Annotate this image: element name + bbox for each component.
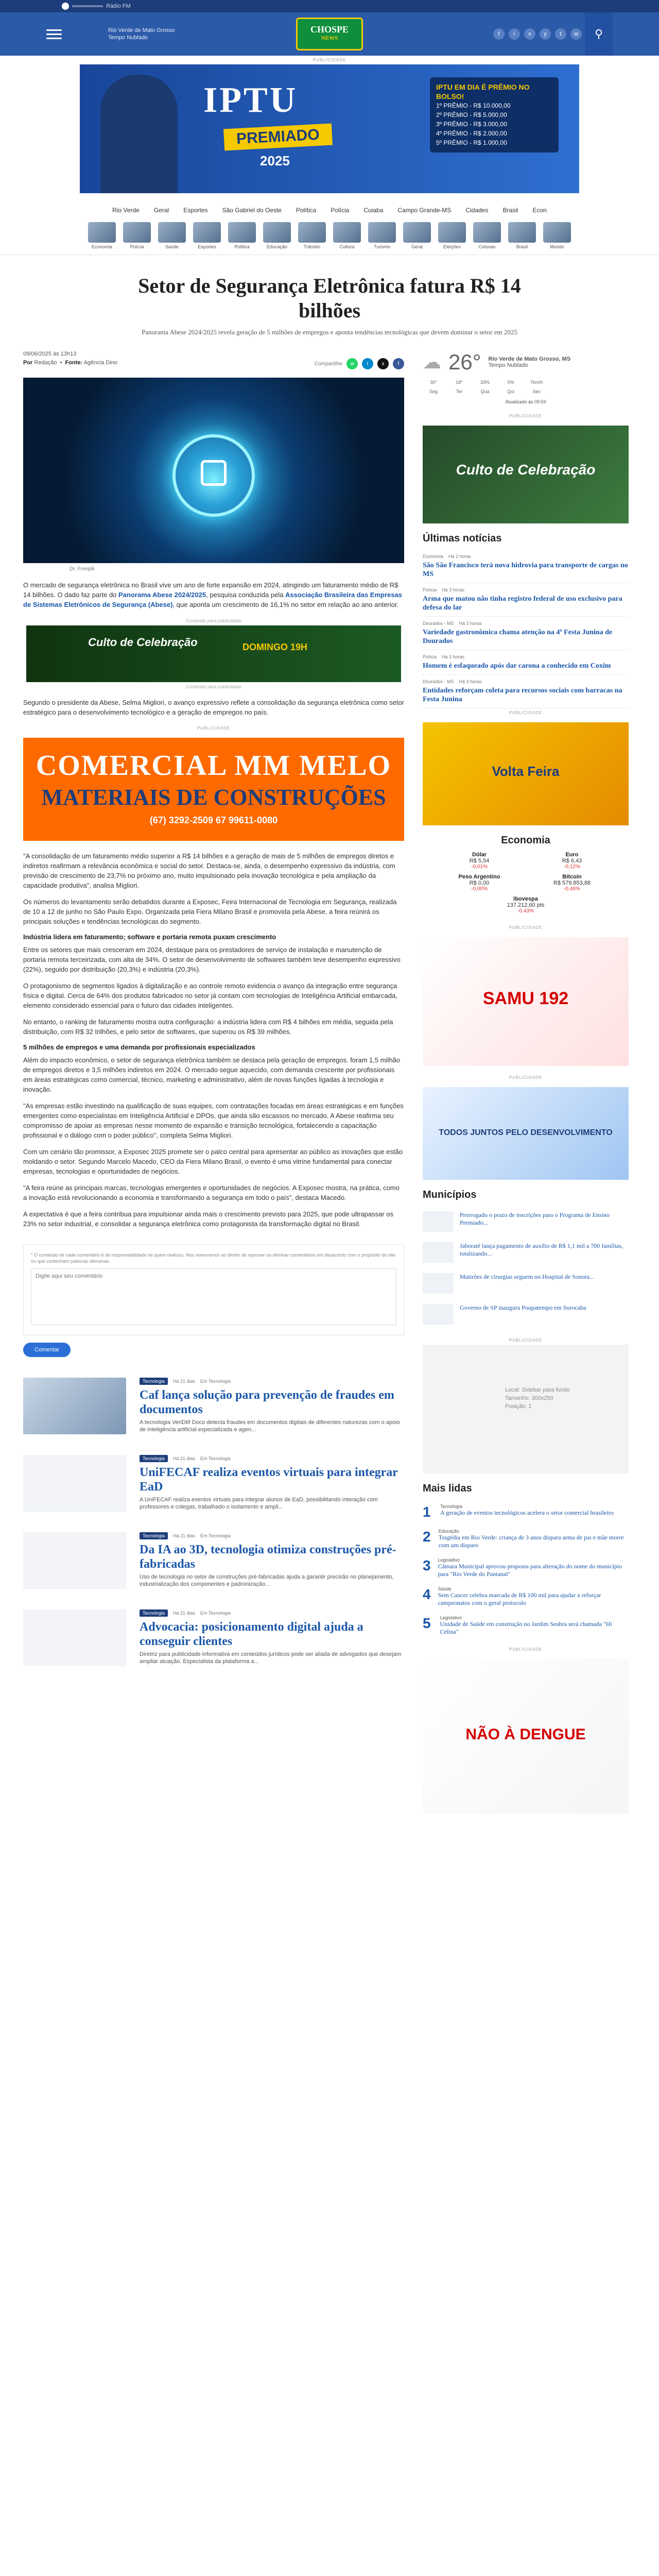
econ-name: Euro: [565, 852, 579, 858]
most-read-list: [423, 1500, 629, 1640]
municipio-title[interactable]: Prorrogado o prazo de inscrições para o Programa de Ensino Premiado...: [460, 1211, 610, 1226]
econ-item: [438, 852, 521, 870]
nav-item[interactable]: Campo Grande-MS: [397, 207, 452, 214]
related-time: Há 21 dias: [173, 1456, 196, 1461]
header-weather-city: Rio Verde de Mato Grosso: [108, 27, 175, 33]
latest-heading: Últimas notícias: [423, 533, 502, 544]
most-read-cat: Educação: [438, 1529, 459, 1534]
most-read-title[interactable]: Tragédia em Rio Verde: criança de 3 anos dispara arma de pai e mãe morre com um disparo: [438, 1534, 624, 1549]
municipio-thumb: [423, 1211, 454, 1232]
econ-value: R$ 0,00: [469, 880, 490, 886]
x-share-icon[interactable]: x: [377, 358, 389, 369]
related-thumb[interactable]: [23, 1455, 126, 1512]
related-meta: [140, 1378, 404, 1385]
econ-name: Peso Argentino: [458, 874, 500, 880]
latest-tag[interactable]: Dourados - MS: [423, 621, 454, 626]
most-read-item[interactable]: [423, 1524, 629, 1553]
category-label: Geral: [411, 244, 423, 249]
source: Agência Dino: [83, 360, 118, 366]
related-time: Há 21 dias: [173, 1611, 196, 1616]
category-thumb: [298, 222, 326, 243]
category-item[interactable]: [368, 222, 396, 249]
related-tag[interactable]: Tecnologia: [140, 1609, 168, 1617]
related-cat: Em Tecnologia: [200, 1456, 231, 1461]
category-thumb: [508, 222, 536, 243]
weather-min: 18°: [456, 380, 463, 385]
latest-tag[interactable]: Polícia: [423, 587, 437, 592]
weather-day: Sex: [532, 389, 541, 394]
share-bar: [315, 358, 404, 369]
category-label: Esportes: [198, 244, 216, 249]
econ-item: [531, 852, 613, 870]
weather-wind: 7km/h: [530, 380, 543, 385]
related-article[interactable]: [23, 1609, 404, 1666]
econ-delta: -0,46%: [564, 886, 580, 892]
related-title[interactable]: Caf lança solução para prevenção de fraudes em documentos: [140, 1388, 394, 1416]
rank-number: 3: [423, 1557, 431, 1573]
article-subheading: 5 milhões de empregos e uma demanda por profissionais especializados: [23, 1043, 255, 1051]
ad-context: Conteúdo para publicidade: [186, 618, 241, 623]
article-paragraph: O protagonismo de segmentos ligados à digitalização e ao controle remoto evidencia o avanço da integração entre segurança física e digital. Cerca de 64% dos produtos fabricados no setor já contam com tecnologias de Inteligência Artificial embarcada, elemento considerado essencial para o futuro das cidades inteligentes.: [23, 982, 397, 1009]
latest-meta: [423, 679, 629, 684]
cloud-icon: ☁: [423, 351, 441, 372]
category-thumb: [403, 222, 431, 243]
municipio-title[interactable]: Governo de SP inaugura Poupatempo em Sorocaba: [460, 1304, 586, 1311]
by-label: Por: [23, 360, 33, 366]
most-read-cat: Legislativo: [440, 1615, 462, 1620]
weather-day: Qui: [507, 389, 514, 394]
rank-number: 2: [423, 1529, 431, 1545]
weather-humidity: 33%: [480, 380, 490, 385]
category-thumb: [88, 222, 116, 243]
category-label: Economia: [91, 244, 113, 249]
latest-meta: [423, 554, 629, 559]
comment-box: [23, 1244, 404, 1335]
category-thumb: [543, 222, 571, 243]
article-title: Setor de Segurança Eletrônica fatura R$ 14 bilhões: [138, 274, 521, 322]
related-title[interactable]: UniFECAF realiza eventos virtuais para integrar EaD: [140, 1466, 398, 1494]
most-read-title[interactable]: Unidade de Saúde em construção no Jardim Seabra será chamada "Hi Celina": [440, 1620, 612, 1635]
prize-line: 3º PRÊMIO - R$ 3.000,00: [436, 121, 507, 128]
tiktok-icon[interactable]: t: [555, 28, 566, 40]
ad-label: PUBLICIDADE: [509, 1647, 543, 1652]
most-read-title[interactable]: Câmara Municipal aprovou proposta para alteração do nome do município para "Rio Verde do Pantanal": [438, 1563, 622, 1578]
municipio-item[interactable]: [423, 1237, 629, 1268]
category-label: Mundo: [550, 244, 564, 249]
facebook-icon[interactable]: f: [493, 28, 505, 40]
latest-title[interactable]: Homem é esfaqueado após dar carona a conhecido em Coxim: [423, 662, 611, 670]
site-header: [0, 12, 659, 56]
most-read-heading: Mais lidas: [423, 1483, 472, 1494]
latest-title[interactable]: Entidades reforçam coleta para recursos sociais com barracas na Festa Junina: [423, 687, 622, 703]
weather-updated: Atualizado às 09:59: [505, 399, 546, 404]
latest-item[interactable]: [423, 550, 629, 583]
category-item[interactable]: [88, 222, 116, 249]
related-desc: Diretriz para publicidade informativa em conteúdos jurídicos pode ser aliada de advogados que desejam ampliar atuação. Especialista da plataforma a...: [140, 1651, 402, 1665]
category-label: Trânsito: [303, 244, 321, 249]
municipio-thumb: [423, 1304, 454, 1325]
latest-time: Há 3 horas: [442, 587, 465, 592]
nav-item[interactable]: Esportes: [183, 207, 208, 214]
category-item[interactable]: [158, 222, 186, 249]
youtube-icon[interactable]: y: [540, 28, 551, 40]
related-tag[interactable]: Tecnologia: [140, 1378, 168, 1385]
logo-text: CHOSPE: [310, 24, 349, 35]
article-paragraph: No entanto, o ranking de faturamento mostra outra configuração: a indústria lidera com R$ 4 bilhões em média, seguida pela distribuição, com R$ 32 trilhões, e pelo setor de softwares, que superou os R$ 39 milhões.: [23, 1018, 393, 1036]
article-paragraph: A expectativa é que a feira contribua para impulsionar ainda mais o crescimento previsto para 2025, que pode ultrapassar os 23% no setor industrial, e consolidar a segurança eletrônica como protagonista da transformação digital no Brasil.: [23, 1210, 394, 1228]
most-read-item[interactable]: [423, 1500, 629, 1524]
slot-line: Tamanho: 300x250: [505, 1395, 553, 1401]
econ-item: [531, 874, 613, 892]
category-thumb: [333, 222, 361, 243]
dengue-ad[interactable]: NÃO À DENGUE: [423, 1659, 629, 1814]
related-thumb[interactable]: [23, 1532, 126, 1589]
nav-item[interactable]: Rio Verde: [112, 207, 140, 214]
latest-item[interactable]: [423, 650, 629, 675]
ad-label: PUBLICIDADE: [509, 710, 543, 715]
author[interactable]: Redação: [34, 360, 57, 366]
weather-max: 30°: [430, 380, 437, 385]
banner-prizes: [430, 77, 559, 152]
banner-year: 2025: [260, 153, 290, 168]
article-meta: 09/06/2025 às 13h13 Por Redação • Fonte: Agência Dino: [23, 350, 404, 367]
municipio-thumb: [423, 1242, 454, 1263]
sidebar: [423, 350, 629, 1814]
mm-melo-ad[interactable]: [23, 738, 404, 841]
related-article[interactable]: [23, 1455, 404, 1512]
related-meta: [140, 1609, 404, 1617]
site-logo[interactable]: [296, 18, 363, 50]
article-hero-image: [23, 378, 404, 563]
article-paragraph: Entre os setores que mais cresceram em 2024, destaque para os prestadores de serviço de instalação e manutenção de portaria remota terceirizada, com alta de 34%. O setor de desenvolvimento de softwares também teve desempenho expressivo (22%), seguido por distribuição (20,3%) e indústria (20,3%).: [23, 946, 401, 973]
category-item[interactable]: [403, 222, 431, 249]
instagram-icon[interactable]: i: [509, 28, 520, 40]
econ-item: [438, 874, 521, 892]
iptu-banner[interactable]: [80, 64, 579, 193]
related-cat: Em Tecnologia: [200, 1533, 231, 1538]
category-label: Turismo: [373, 244, 391, 249]
whatsapp-icon[interactable]: w: [570, 28, 582, 40]
category-label: Colunas: [478, 244, 496, 249]
ad-label: PUBLICIDADE: [509, 925, 543, 930]
latest-tag[interactable]: Dourados - MS: [423, 679, 454, 684]
comment-note: * O conteúdo de cada comentário é de responsabilidade de quem realizou. Nos reservamos ao direito de reprovar ou eliminar comentários em desacordo com o propósito do site ou que contenham palavras ofensivas.: [31, 1252, 395, 1264]
most-read-item[interactable]: [423, 1553, 629, 1582]
prize-line: 5º PRÊMIO - R$ 1.000,00: [436, 139, 507, 146]
prize-line: 2º PRÊMIO - R$ 5.000,00: [436, 111, 507, 118]
category-item[interactable]: [298, 222, 326, 249]
category-thumb: [193, 222, 221, 243]
econ-delta: -0,43%: [517, 908, 534, 914]
nav-item[interactable]: Brasil: [502, 207, 518, 214]
most-read-title[interactable]: A geração de eventos tecnológicos acelera o setor comercial brasileiro: [440, 1509, 614, 1516]
category-label: Eleições: [443, 244, 461, 249]
rank-number: 4: [423, 1586, 431, 1602]
latest-meta: [423, 621, 629, 626]
econ-value: 137.212,60 pts: [507, 902, 545, 908]
category-thumb: [228, 222, 256, 243]
weather-cond: Tempo Nublado: [488, 362, 528, 368]
article-paragraph: "As empresas estão investindo na qualificação de suas equipes, com contratações focadas em áreas estratégicas e em funções emergentes como especialistas em Inteligência Artificial e DPOs, que ainda são escassos no mercado. A Abese reafirma seu compromisso de apoiar as empresas nesse momento de expansão e transição tecnológica, fortalecendo a capacitação profissional e o diálogo com o poder público", completa Selma Migliori.: [23, 1102, 404, 1139]
most-read-item[interactable]: [423, 1582, 629, 1611]
inline-link[interactable]: Associação Brasileira das Empresas de Sistemas Eletrônicos de Segurança (Abese): [23, 591, 402, 608]
econ-value: R$ 6,43: [562, 858, 582, 864]
x-icon[interactable]: x: [524, 28, 535, 40]
menu-icon[interactable]: [46, 29, 62, 39]
culto-side-ad[interactable]: Culto de Celebração: [423, 426, 629, 523]
category-thumb: [263, 222, 291, 243]
category-item[interactable]: [438, 222, 466, 249]
nav-item[interactable]: Geral: [153, 207, 169, 214]
weather-temp: 26°: [448, 350, 481, 374]
banner-premiado: PREMIADO: [223, 124, 333, 151]
weather-day: Ter: [456, 389, 463, 394]
municipio-item[interactable]: [423, 1268, 629, 1299]
related-time: Há 21 dias: [173, 1533, 196, 1538]
related-articles: [23, 1378, 404, 1666]
municipio-title[interactable]: Mutirões de cirurgias seguem no Hospital de Sonora...: [460, 1273, 595, 1280]
article-paragraph: O mercado de segurança eletrônica no Brasil vive um ano de forte expansão em 2024, atingindo um faturamento médio de R$ 14 bilhões. O dado faz parte do Panorama Abese 2024/2025, pesquisa conduzida pela Associação Brasileira das Empresas de Sistemas Eletrônicos de Segurança (Abese), que aponta um crescimento de 16,1% no setor em relação ao ano anterior.: [23, 581, 402, 608]
latest-time: Há 3 horas: [459, 679, 482, 684]
prize-title: IPTU EM DIA É PRÊMIO NO BOLSO!: [436, 83, 530, 100]
latest-tag[interactable]: Polícia: [423, 654, 437, 659]
econ-item: [438, 896, 613, 914]
most-read-title[interactable]: Sem Cancer celebra marcada de R$ 100 mil para ajudar a reforçar campeonatos com o geral protocolo: [438, 1591, 601, 1606]
latest-news: [423, 550, 629, 708]
prize-line: 1º PRÊMIO - R$ 10.000,00: [436, 102, 511, 109]
most-read-cat: Saúde: [438, 1586, 452, 1591]
weather-widget: [423, 350, 629, 404]
economy-widget: [423, 852, 629, 914]
category-item[interactable]: [123, 222, 151, 249]
econ-value: R$ 579.853,88: [553, 880, 591, 886]
related-title[interactable]: Da IA ao 3D, tecnologia otimiza construções pré-fabricadas: [140, 1543, 396, 1571]
article-subtitle: Panorama Abese 2024/2025 revela geração de 5 milhões de empregos e aponta tendências tecnológicas que devem dominar o setor em 2025: [142, 328, 517, 336]
category-label: Brasil: [516, 244, 528, 249]
related-desc: A UniFECAF realiza eventos virtuais para integrar alunos de EaD, possibilitando interação com professores e colegas, trabalhado o isolamento e ampli...: [140, 1497, 378, 1510]
latest-item[interactable]: [423, 583, 629, 617]
latest-tag[interactable]: Economia: [423, 554, 444, 559]
category-label: Política: [234, 244, 250, 249]
municipios-list: [423, 1206, 629, 1330]
rank-number: 5: [423, 1615, 431, 1631]
category-thumb: [438, 222, 466, 243]
econ-name: Bitcoin: [562, 874, 582, 880]
related-meta: [140, 1532, 404, 1539]
weather-day: Qua: [480, 389, 490, 394]
comment-button[interactable]: Comentar: [23, 1343, 71, 1357]
econ-value: R$ 5,54: [469, 858, 490, 864]
header-weather-cond: Tempo Nublado: [108, 35, 148, 41]
municipios-heading: Municípios: [423, 1189, 477, 1200]
search-icon[interactable]: ⚲: [585, 12, 613, 56]
source-label: Fonte:: [65, 360, 83, 366]
category-label: Polícia: [130, 244, 144, 249]
inline-link[interactable]: Panorama Abese 2024/2025: [118, 591, 206, 599]
ad-label: PUBLICIDADE: [509, 1338, 543, 1343]
weather-city: Rio Verde de Mato Grosso, MS: [488, 356, 571, 362]
prize-line: 4º PRÊMIO - R$ 2.000,00: [436, 130, 507, 137]
mm-sub: MATERIAIS DE CONSTRUÇÕES: [41, 785, 386, 810]
latest-item[interactable]: [423, 617, 629, 650]
nav-item[interactable]: Política: [296, 207, 317, 214]
article-subheading: Indústria lidera em faturamento; software e portaria remota puxam crescimento: [23, 933, 276, 941]
logo-sub: NEWS: [321, 35, 338, 41]
municipio-title[interactable]: Jaboraté lança pagamento de auxílio de R$ 1,1 mil a 700 famílias, totalizando...: [460, 1242, 623, 1257]
category-strip: [0, 222, 659, 249]
article-paragraph: "A consolidação de um faturamento médio superior a R$ 14 bilhões e a geração de mais de 5 milhões de empregos diretos e indiretos reafirmam a relevância econômica e social do setor. Destaca-se, ainda, o desempenho expressivo da indústria, com previsão de crescimento de 23,7% no próximo ano, muito impulsionado pela inovação tecnológica e pela ampliação da capacidade produtiva", analisa Migliori.: [23, 852, 395, 889]
category-item[interactable]: [543, 222, 571, 249]
weather-day: Seg: [429, 389, 438, 394]
most-read-item[interactable]: [423, 1611, 629, 1640]
related-desc: A tecnologia VeriDtif Doco detecta fraudes em documentos digitais de diferentes naturezas com o apoio de inteligência artificial especializada e agen...: [140, 1419, 400, 1433]
related-article[interactable]: [23, 1532, 404, 1589]
rank-number: 1: [423, 1504, 431, 1520]
nav-item[interactable]: São Gabriel do Oeste: [222, 207, 282, 214]
culto-sub: DOMINGO 19H: [242, 642, 308, 652]
todos-ad[interactable]: TODOS JUNTOS PELO DESENVOLVIMENTO: [423, 1087, 629, 1180]
social-links: [493, 28, 582, 40]
latest-time: Há 2 horas: [448, 554, 472, 559]
econ-name: Ibovespa: [513, 896, 538, 902]
category-thumb: [123, 222, 151, 243]
nav-item[interactable]: Polícia: [331, 207, 350, 214]
article-paragraph: "A feira reúne as principais marcas, tecnologias emergentes e oportunidades de negócios. A Exposec mostra, na prática, como a inovação está revolucionando a economia e transformando a segurança em todo o país", destaca Macedo.: [23, 1184, 400, 1201]
image-caption: Dr. Freepik: [70, 566, 95, 572]
mm-title: COMERCIAL MM MELO: [36, 750, 392, 782]
whatsapp-share-icon[interactable]: w: [346, 358, 358, 369]
category-thumb: [368, 222, 396, 243]
econ-delta: -0,12%: [564, 864, 580, 870]
banner-word: IPTU: [203, 80, 298, 120]
category-item[interactable]: [263, 222, 291, 249]
article-paragraph: Além do impacto econômico, o setor de segurança eletrônica também se destaca pela geração de empregos. foram 1,5 milhão de empregos diretos e 3,5 milhões indiretos em 2024. O mercado segue aquecido, com demanda crescente por profissionais em áreas estratégicas como comercial, técnico, marketing e administrativo, além de novas funções ligadas à tecnologia e inovação.: [23, 1056, 401, 1093]
vol-side-ad[interactable]: Volta Feira: [423, 722, 629, 825]
slot-line: Posição: 1: [505, 1403, 532, 1410]
ad-label: PUBLICIDADE: [509, 414, 543, 418]
econ-delta: -0,00%: [471, 886, 488, 892]
culto-title: Culto de Celebração: [88, 636, 198, 649]
economy-heading: Economia: [501, 835, 550, 846]
article-main: [23, 350, 404, 1814]
municipio-thumb: [423, 1273, 454, 1294]
samu-ad[interactable]: SAMU 192: [423, 937, 629, 1066]
top-bar: [0, 0, 659, 12]
banner-person: [100, 75, 178, 193]
ad-label: PUBLICIDADE: [313, 58, 346, 62]
related-thumb[interactable]: [23, 1609, 126, 1666]
category-item[interactable]: [333, 222, 361, 249]
most-read-cat: Tecnologia: [440, 1504, 463, 1509]
nav-item[interactable]: Cuiaba: [363, 207, 384, 214]
play-icon[interactable]: [62, 3, 69, 10]
category-thumb: [473, 222, 501, 243]
latest-title[interactable]: Arma que matou não tinha registro federal de uso exclusivo para defesa do lar: [423, 595, 622, 612]
weather-rain: 0%: [507, 380, 514, 385]
ad-context: Conteúdo para publicidade: [186, 684, 241, 689]
category-item[interactable]: [473, 222, 501, 249]
category-label: Educação: [266, 244, 288, 249]
category-label: Saúde: [165, 244, 179, 249]
latest-meta: [423, 654, 629, 659]
article-paragraph: Os números do levantamento serão debatidos durante a Exposec, Feira Internacional de Tecnologia em Segurança, realizada de 10 a 12 de junho no São Paulo Expo. Organizada pela Fiera Milano Brasil e promovida pela Abese, a feira reúnirá os principais soluções e tendências tecnológicas do segmento.: [23, 898, 397, 925]
radio-player[interactable]: [62, 3, 131, 10]
article-date: 09/06/2025 às 13h13: [23, 351, 77, 357]
telegram-share-icon[interactable]: t: [362, 358, 373, 369]
category-item[interactable]: [508, 222, 536, 249]
related-tag[interactable]: Tecnologia: [140, 1455, 168, 1462]
municipio-item[interactable]: [423, 1206, 629, 1237]
related-title[interactable]: Advocacia: posicionamento digital ajuda a conseguir clientes: [140, 1620, 363, 1648]
share-label: Compartilhe: [315, 361, 342, 367]
article-paragraph: Segundo o presidente da Abese, Selma Migliori, o avanço expressivo reflete a consolidação da segurança eletrônica como setor estratégico para o desenvolvimento tecnológico e a geração de empregos no país.: [23, 699, 404, 716]
comment-input[interactable]: [31, 1268, 396, 1325]
radio-label: Rádio FM: [106, 3, 131, 9]
related-cat: Em Tecnologia: [200, 1379, 231, 1384]
latest-meta: [423, 587, 629, 592]
header-weather: [108, 27, 175, 41]
category-thumb: [158, 222, 186, 243]
slot-line: Local: Sidebar para fundo: [505, 1387, 570, 1393]
related-desc: Uso de tecnologia no setor de construções pré-fabricadas ajuda a garantir precisão no planejamento, industrialização dos componentes e padronização...: [140, 1574, 394, 1587]
main-nav: [0, 202, 659, 218]
ad-label: PUBLICIDADE: [197, 726, 231, 731]
latest-time: Há 3 horas: [442, 654, 465, 659]
ad-label: PUBLICIDADE: [509, 1075, 543, 1080]
related-cat: Em Tecnologia: [200, 1611, 231, 1616]
mm-phones: (67) 3292-2509 67 99611-0080: [149, 815, 278, 825]
latest-title[interactable]: Variedade gastronômica chama atenção na 4ª Festa Junina de Dourados: [423, 629, 613, 645]
latest-item[interactable]: [423, 675, 629, 708]
nav-item[interactable]: Econ: [532, 207, 547, 214]
category-item[interactable]: [193, 222, 221, 249]
category-label: Cultura: [339, 244, 355, 249]
latest-title[interactable]: São São Francisco terá nova hidrovia para transporte de cargas no MS: [423, 562, 628, 578]
latest-time: Há 3 horas: [459, 621, 482, 626]
volume-slider[interactable]: [72, 5, 103, 7]
municipio-item[interactable]: [423, 1299, 629, 1330]
category-item[interactable]: [228, 222, 256, 249]
culto-ad[interactable]: [26, 625, 401, 682]
econ-name: Dólar: [472, 852, 487, 858]
nav-item[interactable]: Cidades: [465, 207, 489, 214]
local-ad-slot: [423, 1345, 629, 1473]
related-thumb[interactable]: [23, 1378, 126, 1434]
facebook-share-icon[interactable]: f: [393, 358, 404, 369]
econ-delta: -0,01%: [471, 864, 488, 870]
related-time: Há 21 dias: [173, 1379, 196, 1384]
related-article[interactable]: [23, 1378, 404, 1434]
article-paragraph: Com um cenário tão promissor, a Exposec 2025 promete ser o palco central para apresentar ao público as inovações que estão moldando o setor. Segundo Marcelo Macedo, CEO da Fiera Milano Brasil, o evento é uma vitrine fundamental para conectar empresas, tecnologias e oportunidades de negócios.: [23, 1148, 403, 1175]
related-meta: [140, 1455, 404, 1462]
most-read-cat: Legislativo: [438, 1557, 460, 1563]
related-tag[interactable]: Tecnologia: [140, 1532, 168, 1539]
